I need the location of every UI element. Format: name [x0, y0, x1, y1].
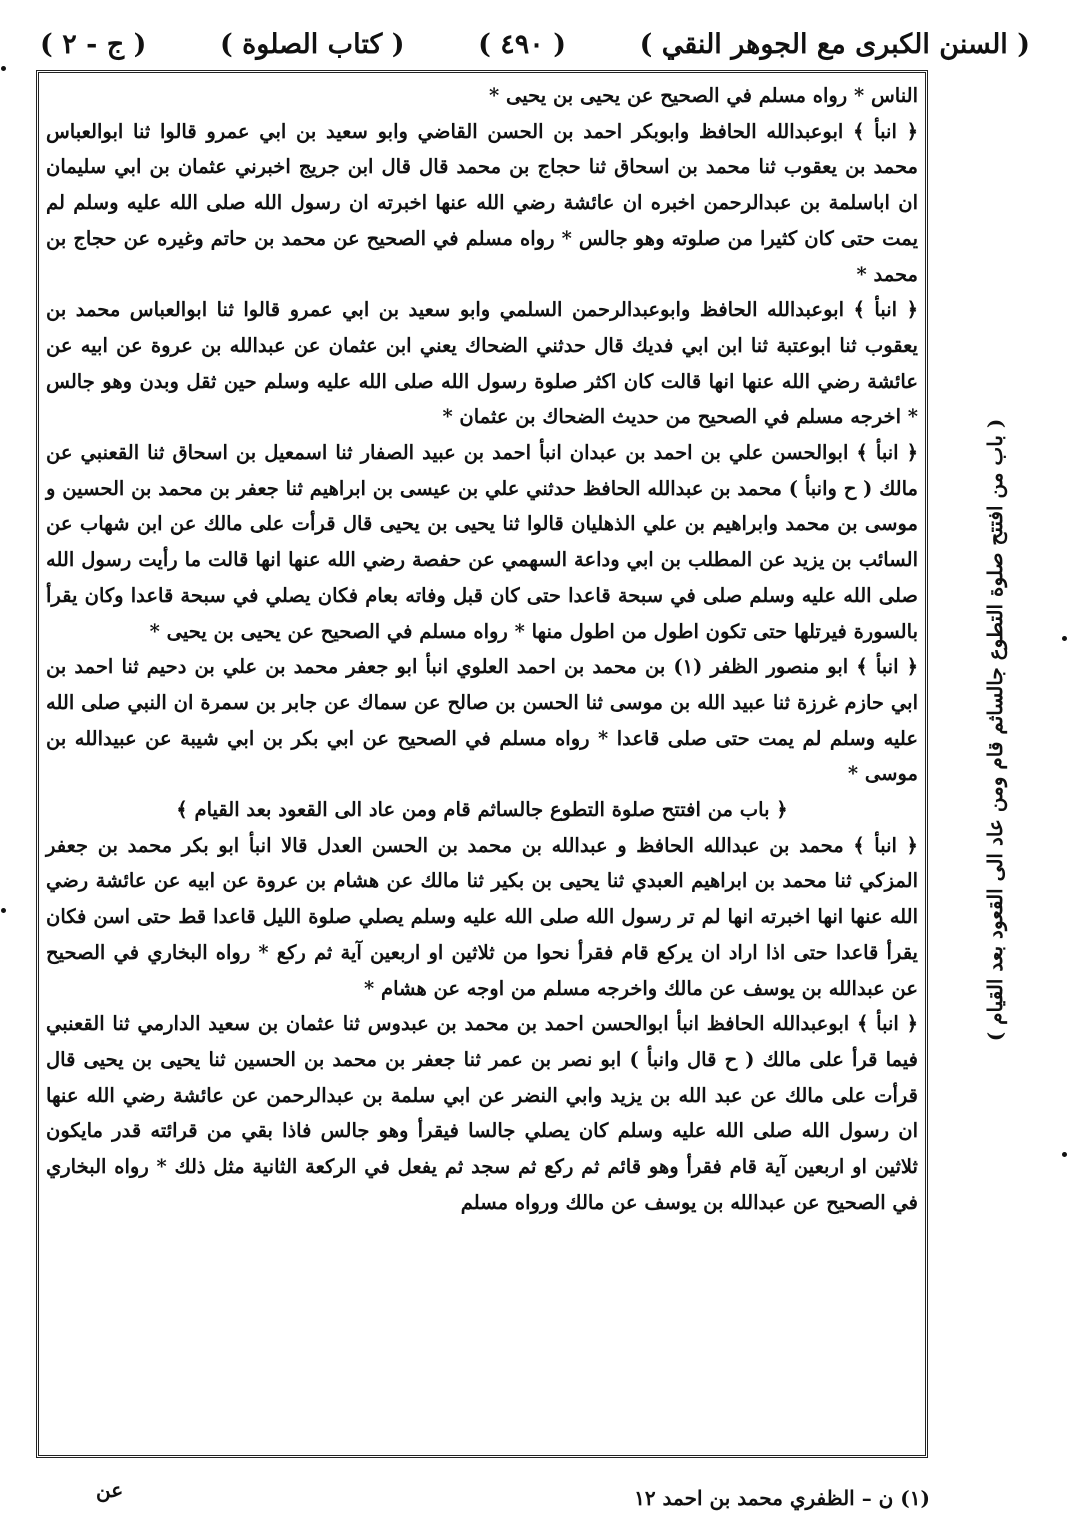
footnote: (١) ن – الظفري محمد بن احمد ١٢ — [634, 1486, 930, 1510]
paragraph: ﴿ انبأ ﴾ ابوعبدالله الحافظ انبأ ابوالحسن احمد بن محمد بن عبدوس ثنا عثمان بن سعيد الدارمي ثنا القعنبي فيما قرأ على مالك ( ح قال وانبأ ) ابو نصر بن عمر ثنا جعفر بن محمد بن الحسين ثنا يحيى بن يحيى قال قرأت على مالك عن عبد الله بن يزيد وابي النضر عن ابي سلمة بن عبدالرحمن عن عائشة رضي الله عنها ان رسول الله صلى الله عليه وسلم كان يصلي جالسا فيقرأ وهو جالس فاذا بقي من قرائته قدر مايكون ثلاثين او اربعين آية قام فقرأ وهو قائم ثم ركع ثم سجد ثم يفعل في الركعة الثانية مثل ذلك * رواه البخاري في الصحيح عن عبدالله بن يوسف عن مالك ورواه مسلم — [46, 1012, 918, 1214]
chapter-title: ( كتاب الصلوة ) — [219, 28, 405, 60]
page-header — [40, 18, 1030, 70]
paragraph: ﴿ انبأ ﴾ ابوعبدالله الحافظ وابوبكر احمد بن الحسن القاضي وابو سعيد بن ابي عمرو قالوا ثنا ابوالعباس محمد بن يعقوب ثنا محمد بن اسحاق ثنا حجاج بن محمد قال قال ابن جريج اخبرني عثمان بن ابي سليمان ان اباسلمة بن عبدالرحمن اخبره ان عائشة رضي الله عنها اخبرته ان رسول الله صلى الله عليه وسلم لم يمت حتى كان كثيرا من صلوته وهو جالس * رواه مسلم في الصحيح عن محمد بن حاتم وغيره عن حجاج بن محمد * — [46, 119, 918, 286]
margin-heading-text: ( باب من افتتح صلوة التطوع جالساثم قام ومن عاد الى القعود بعد القيام ) — [983, 418, 1007, 1042]
paragraph: ﴿ انبأ ﴾ ابوعبدالله الحافظ وابوعبدالرحمن السلمي وابو سعيد بن ابي عمرو قالوا ثنا ابوالعباس محمد بن يعقوب ثنا ابوعتبة ثنا ابن ابي فديك قال حدثني الضحاك يعني ابن عثمان عن عبدالله بن عروة عن ابيه عن عائشة رضي الله عنها انها قالت كان اكثر صلوة رسول الله صلى الله عليه وسلم حين ثقل وبدن وهو جالس * اخرجه مسلم في الصحيح من حديث الضحاك بن عثمان * — [46, 298, 918, 429]
edge-dot — [1, 66, 6, 71]
edge-dot — [1062, 1152, 1067, 1157]
book-title: ( السنن الكبرى مع الجوهر النقي ) — [639, 28, 1030, 60]
paragraph: ﴿ انبأ ﴾ ابو منصور الظفر (١) بن محمد بن احمد العلوي انبأ ابو جعفر محمد بن علي بن دحيم ثنا احمد بن ابي حازم غرزة ثنا عبيد الله بن موسى ثنا الحسن بن صالح عن سماك عن جابر بن سمرة ان النبي صلى الله عليه وسلم لم يمت حتى صلى قاعدا * رواه مسلم في الصحيح عن ابي بكر بن ابي شيبة عن عبيدالله بن موسى * — [46, 655, 919, 786]
edge-dot — [1062, 636, 1067, 641]
margin-heading — [940, 418, 1050, 1042]
edge-dot — [1, 908, 6, 913]
paragraph: ﴿ انبأ ﴾ محمد بن عبدالله الحافظ و عبدالله بن محمد بن الحسن العدل قالا انبأ ابو بكر محمد بن جعفر المزكي ثنا محمد بن ابراهيم العبدي ثنا يحيى بن بكير ثنا مالك عن هشام بن عروة عن ابيه عن عائشة رضي الله عنها انها اخبرته انها لم تر رسول الله صلى الله عليه وسلم يصلي صلوة الليل قاعدا قط حتى اسن فكان يقرأ قاعدا حتى اذا اراد ان يركع قام فقرأ نحوا من ثلاثين او اربعين آية ثم ركع * رواه البخاري في الصحيح عن عبدالله بن يوسف عن مالك واخرجه مسلم من اوجه عن هشام * — [46, 833, 918, 1000]
paragraph: الناس * رواه مسلم في الصحيح عن يحيى بن يحيى * — [489, 84, 918, 107]
main-text — [46, 78, 918, 1221]
catchword: عن — [96, 1478, 124, 1502]
volume-number: ( ج - ٢ ) — [40, 28, 147, 60]
page-number: ( ٤٩٠ ) — [478, 28, 566, 60]
paragraph: ﴿ انبأ ﴾ ابوالحسن علي بن احمد بن عبدان انبأ احمد بن عبيد الصفار ثنا اسمعيل بن اسحاق ثنا القعنبي عن مالك ( ح وانبأ ) محمد بن عبدالله الحافظ حدثني علي بن عيسى بن ابراهيم ثنا جعفر بن محمد بن الحسين و موسى بن محمد وابراهيم بن علي الذهليان قالوا ثنا يحيى بن يحيى قال قرأت على مالك عن ابن شهاب عن السائب بن يزيد عن المطلب بن ابي وداعة السهمي عن حفصة رضي الله عنها انها قالت ما رأيت رسول الله صلى الله عليه وسلم صلى في سبحة قاعدا حتى كان قبل وفاته بعام فكان يصلي في سبحة قاعدا وكان يقرأ بالسورة فيرتلها حتى تكون اطول من اطول منها * رواه مسلم في الصحيح عن يحيى بن يحيى * — [46, 441, 918, 643]
chapter-heading: ﴿ باب من افتتح صلوة التطوع جالساثم قام ومن عاد الى القعود بعد القيام ﴾ — [176, 798, 788, 822]
